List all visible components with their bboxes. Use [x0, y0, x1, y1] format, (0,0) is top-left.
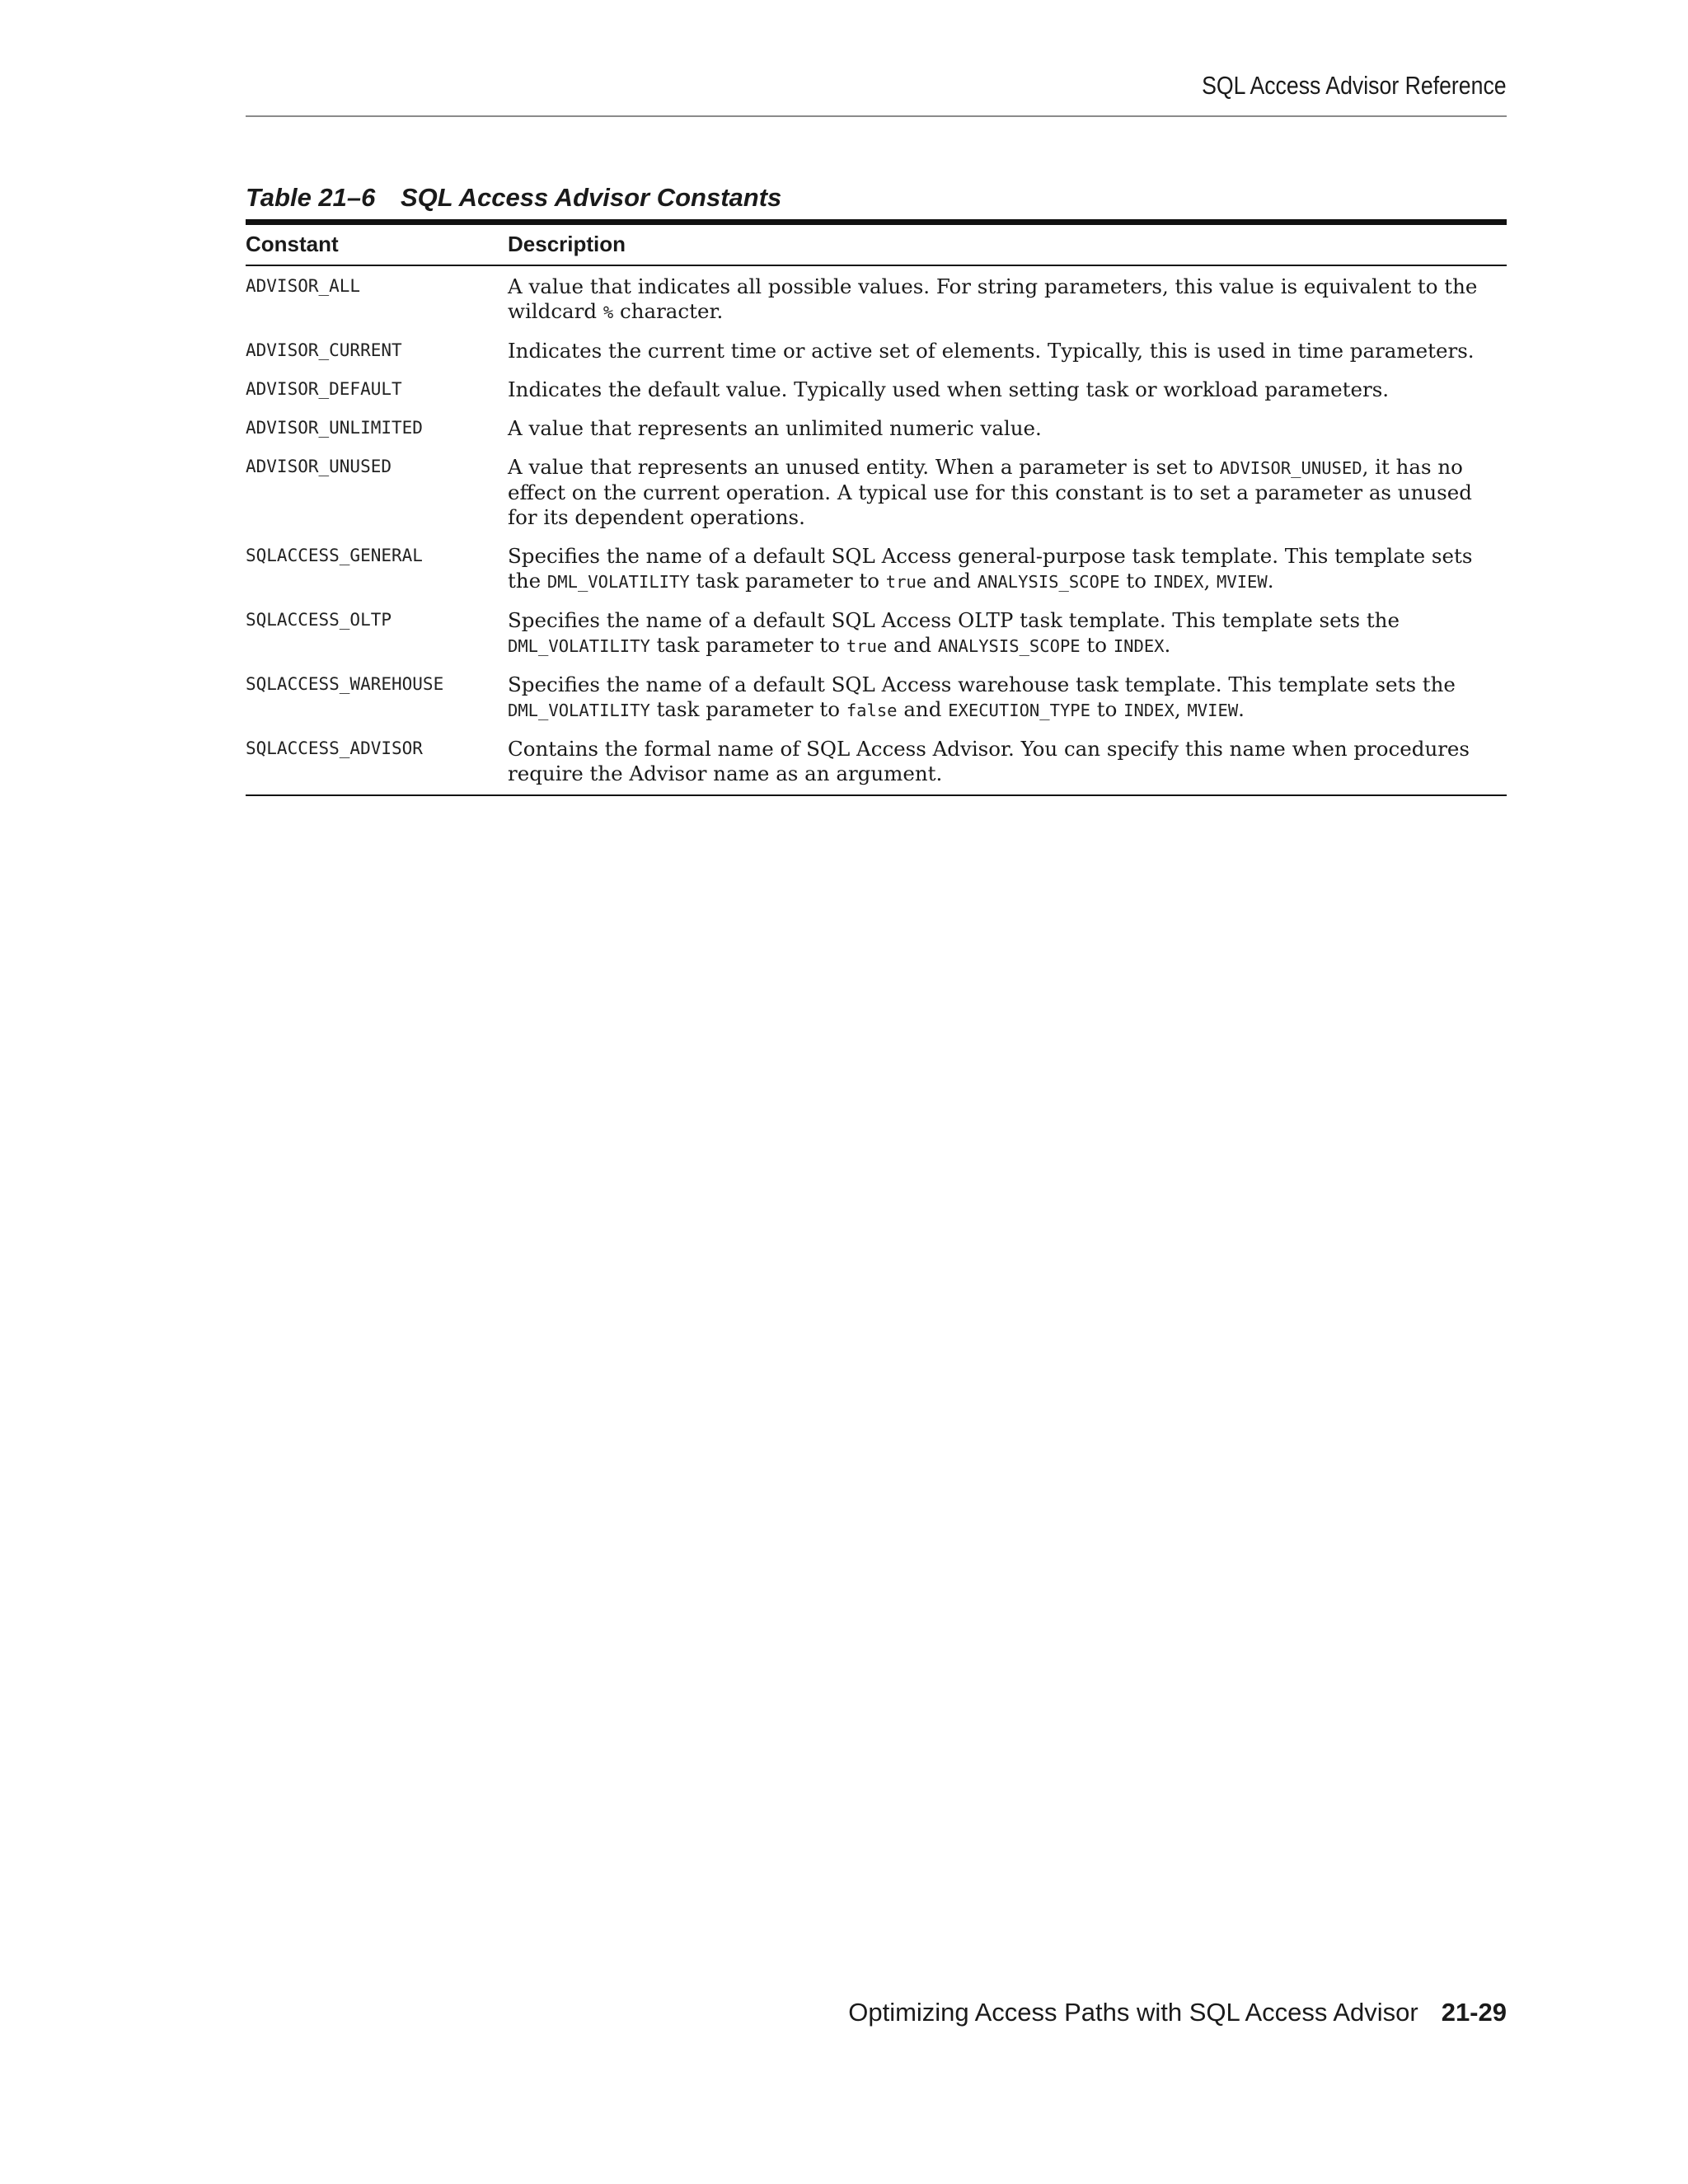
constant-name: ADVISOR_CURRENT	[246, 340, 402, 360]
constant-description: Specifies the name of a default SQL Access general-purpose task template. This template sets the DML_VOLATILITY task parameter to true and ANALYSIS_SCOPE to INDEX, MVIEW.	[508, 544, 1473, 593]
column-header-description: Description	[508, 225, 1507, 265]
table-row	[246, 608, 1507, 673]
constant-name: SQLACCESS_ADVISOR	[246, 738, 423, 758]
constant-name: SQLACCESS_OLTP	[246, 610, 392, 630]
page-number: 21-29	[1441, 1998, 1507, 2027]
inline-code: EXECUTION_TYPE	[948, 701, 1090, 720]
inline-code: DML_VOLATILITY	[546, 572, 690, 592]
constants-table-container	[246, 219, 1507, 796]
inline-code: DML_VOLATILITY	[508, 701, 650, 720]
table-header-row	[246, 225, 1507, 265]
constant-description: A value that indicates all possible values. For string parameters, this value is equivalent to the wildcard % character.	[508, 274, 1478, 323]
footer-chapter-title: Optimizing Access Paths with SQL Access Advisor	[848, 1998, 1418, 2027]
table-row	[246, 416, 1507, 455]
constant-name: ADVISOR_UNUSED	[246, 457, 392, 476]
constant-description: Specifies the name of a default SQL Access OLTP task template. This template sets the DML_VOLATILITY task parameter to true and ANALYSIS_SCOPE to INDEX.	[508, 608, 1400, 657]
inline-code: true	[885, 572, 927, 592]
table-row	[246, 673, 1507, 737]
constant-name: ADVISOR_UNLIMITED	[246, 418, 423, 438]
inline-code: false	[846, 701, 898, 720]
constant-name: ADVISOR_DEFAULT	[246, 379, 402, 399]
page-header	[246, 71, 1507, 117]
constant-name: SQLACCESS_GENERAL	[246, 546, 423, 565]
inline-code: %	[603, 302, 614, 322]
inline-code: ADVISOR_UNUSED	[1219, 458, 1362, 478]
table-row	[246, 544, 1507, 608]
inline-code: ANALYSIS_SCOPE	[977, 572, 1120, 592]
constants-table	[246, 225, 1507, 796]
constant-description: Indicates the default value. Typically used when setting task or workload parameters.	[508, 377, 1390, 401]
constant-description: Indicates the current time or active set of elements. Typically, this is used in time parameters.	[508, 339, 1475, 363]
table-top-rule	[246, 219, 1507, 225]
inline-code: INDEX	[1123, 701, 1175, 720]
table-row	[246, 265, 1507, 339]
column-header-constant: Constant	[246, 225, 508, 265]
inline-code: ANALYSIS_SCOPE	[937, 636, 1081, 656]
inline-code: INDEX	[1152, 572, 1204, 592]
inline-code: MVIEW	[1187, 701, 1239, 720]
inline-code: true	[846, 636, 888, 656]
table-row	[246, 737, 1507, 795]
table-caption	[246, 183, 781, 213]
constant-description: Contains the formal name of SQL Access Advisor. You can specify this name when procedures require the Advisor name as an argument.	[508, 737, 1507, 795]
inline-code: INDEX	[1113, 636, 1165, 656]
page-footer	[848, 1998, 1507, 2027]
inline-code: DML_VOLATILITY	[508, 636, 650, 656]
constant-description: Specifies the name of a default SQL Access warehouse task template. This template sets the DML_VOLATILITY task parameter to false and EXECUTION_TYPE to INDEX, MVIEW.	[508, 673, 1456, 721]
table-number: Table 21–6	[246, 183, 376, 212]
running-head-title: SQL Access Advisor Reference	[1202, 71, 1507, 100]
constant-name: ADVISOR_ALL	[246, 276, 361, 296]
table-title: SQL Access Advisor Constants	[401, 183, 782, 212]
constant-description: A value that represents an unused entity. When a parameter is set to ADVISOR_UNUSED, it has no effect on the current operation. A typical use for this constant is to set a parameter as unused for its dependent operations.	[508, 455, 1472, 529]
constant-description: A value that represents an unlimited numeric value.	[508, 416, 1042, 440]
constant-name: SQLACCESS_WAREHOUSE	[246, 674, 444, 694]
inline-code: MVIEW	[1217, 572, 1268, 592]
table-row	[246, 377, 1507, 416]
table-row	[246, 455, 1507, 544]
table-row	[246, 339, 1507, 377]
